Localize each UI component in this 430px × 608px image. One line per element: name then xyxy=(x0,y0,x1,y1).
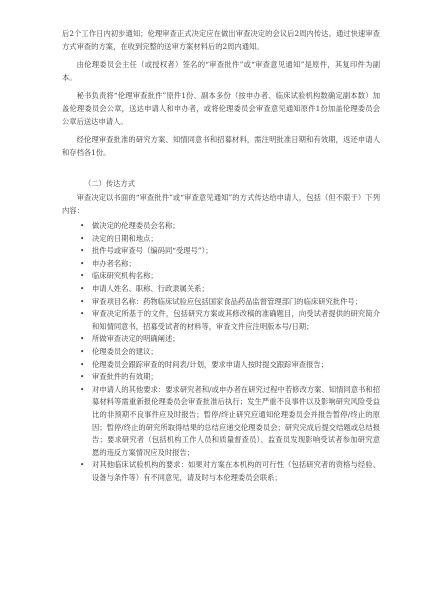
list-item-text: 临床研究机构名称； xyxy=(92,271,158,281)
intro-paragraph-1: 后2个工作日内初步通知；伦理审查正式决定应在做出审查决定的会议后2周内传达。通过快速审查方式审查的方案，在收到完整的送审方案材料后的2周内通知。 xyxy=(62,29,380,51)
list-item xyxy=(80,359,380,372)
list-item xyxy=(80,270,380,283)
intro-paragraph-4: 经伦理审查批准的研究方案、知情同意书和招募材料，需注明批准日期和有效期，返还申请人和存档各1份。 xyxy=(62,135,380,157)
bullet-icon: • xyxy=(80,384,85,394)
list-item xyxy=(80,283,380,296)
section-heading: （二）传达方式 xyxy=(84,179,136,188)
list-item-text: 对其他临床试验机构的要求：如果对方案在本机构的可行性（包括研究者的资格与经验、设备与条件等）有不同意见，请及时与本伦理委员会联系； xyxy=(92,460,380,482)
list-item xyxy=(80,346,380,359)
bullet-icon: • xyxy=(80,283,85,293)
list-item-text: 所做审查决定的明确阐述； xyxy=(92,334,180,344)
list-item xyxy=(80,384,380,460)
intro-paragraph-2: 由伦理委员会主任（或授权者）签名的“审查批件”或“审查意见通知”是原件，其复印件为副本。 xyxy=(62,60,380,82)
section-paragraph: 审查决定以书面的“审查批件”或“审查意见通知”的方式传达给申请人，包括（但不限于）下列内容： xyxy=(62,193,380,215)
list-item xyxy=(80,333,380,346)
bullet-icon: • xyxy=(80,233,85,243)
section-intro xyxy=(62,192,380,217)
list-item xyxy=(80,371,380,384)
bullet-icon: • xyxy=(80,271,85,281)
bullet-icon: • xyxy=(80,359,85,369)
intro-paragraph-3: 秘书负责将“伦理审查批件”原件1份、副本多份（按申办者、临床试验机构数确定副本数）加盖伦理委员会公章，送达申请人和申办者，或将伦理委员会审查意见通知原件1份加盖伦理委员会公章后送达申请人。 xyxy=(62,91,380,126)
list-item-text: 伦理委员会的建议； xyxy=(92,346,158,356)
content-list xyxy=(80,220,380,484)
bullet-icon: • xyxy=(80,258,85,268)
bullet-icon: • xyxy=(80,334,85,344)
list-item-text: 伦理委员会跟踪审查的时间表/计划，要求申请人按时提交跟踪审查报告； xyxy=(92,359,328,369)
bullet-icon: • xyxy=(80,309,85,319)
list-item xyxy=(80,258,380,271)
list-item-text: 申办者名称； xyxy=(92,258,136,268)
list-item xyxy=(80,220,380,233)
list-item-text: 审查项目名称：药物临床试验应包括国家食品药品监督管理部门的临床研究批件号； xyxy=(92,296,362,306)
intro-section xyxy=(62,28,380,159)
bullet-icon: • xyxy=(80,460,85,470)
list-item xyxy=(80,308,380,333)
list-item-text: 做决定的伦理委员会名称； xyxy=(92,221,180,230)
list-item xyxy=(80,233,380,246)
bullet-icon: • xyxy=(80,346,85,356)
list-item xyxy=(80,245,380,258)
list-item-text: 审查决定所基于的文件，包括研究方案或其修改稿的准确题目，向受试者提供的研究简介和知情同意书，招募受试者的材料等，审查文件应注明版本号/日期； xyxy=(92,309,380,331)
bullet-icon: • xyxy=(80,372,85,382)
bullet-icon: • xyxy=(80,221,85,230)
list-item-text: 审查批件的有效期； xyxy=(92,372,158,382)
list-item xyxy=(80,459,380,484)
list-item-text: 批件号或审查号（编码同“受理号”）； xyxy=(92,246,213,256)
list-item-text: 决定的日期和地点； xyxy=(92,233,158,243)
list-item-text: 对申请人的其他要求：要求研究者和/或申办者在研究过程中若修改方案、知情同意书和招募材料等需重新报伦理委员会审查批准后执行；发生严重不良事件以及影响研究风险受益比的非预期不良事件应及时报告；暂停/终止研究应通知伦理委员会并报告暂停/终止的原因；暂停/终止的研究所取得结果的总结应递交伦理委员会；研究完成后提交结题或总结报告；要求研究者（包括机构工作人员和质量督查员）、监查员发现影响受试者参加研究意愿的违反方案情况应及时报告； xyxy=(92,384,380,457)
bullet-icon: • xyxy=(80,246,85,256)
list-item xyxy=(80,296,380,309)
bullet-icon: • xyxy=(80,296,85,306)
list-item-text: 申请人姓名、职称、行政隶属关系； xyxy=(92,283,209,293)
